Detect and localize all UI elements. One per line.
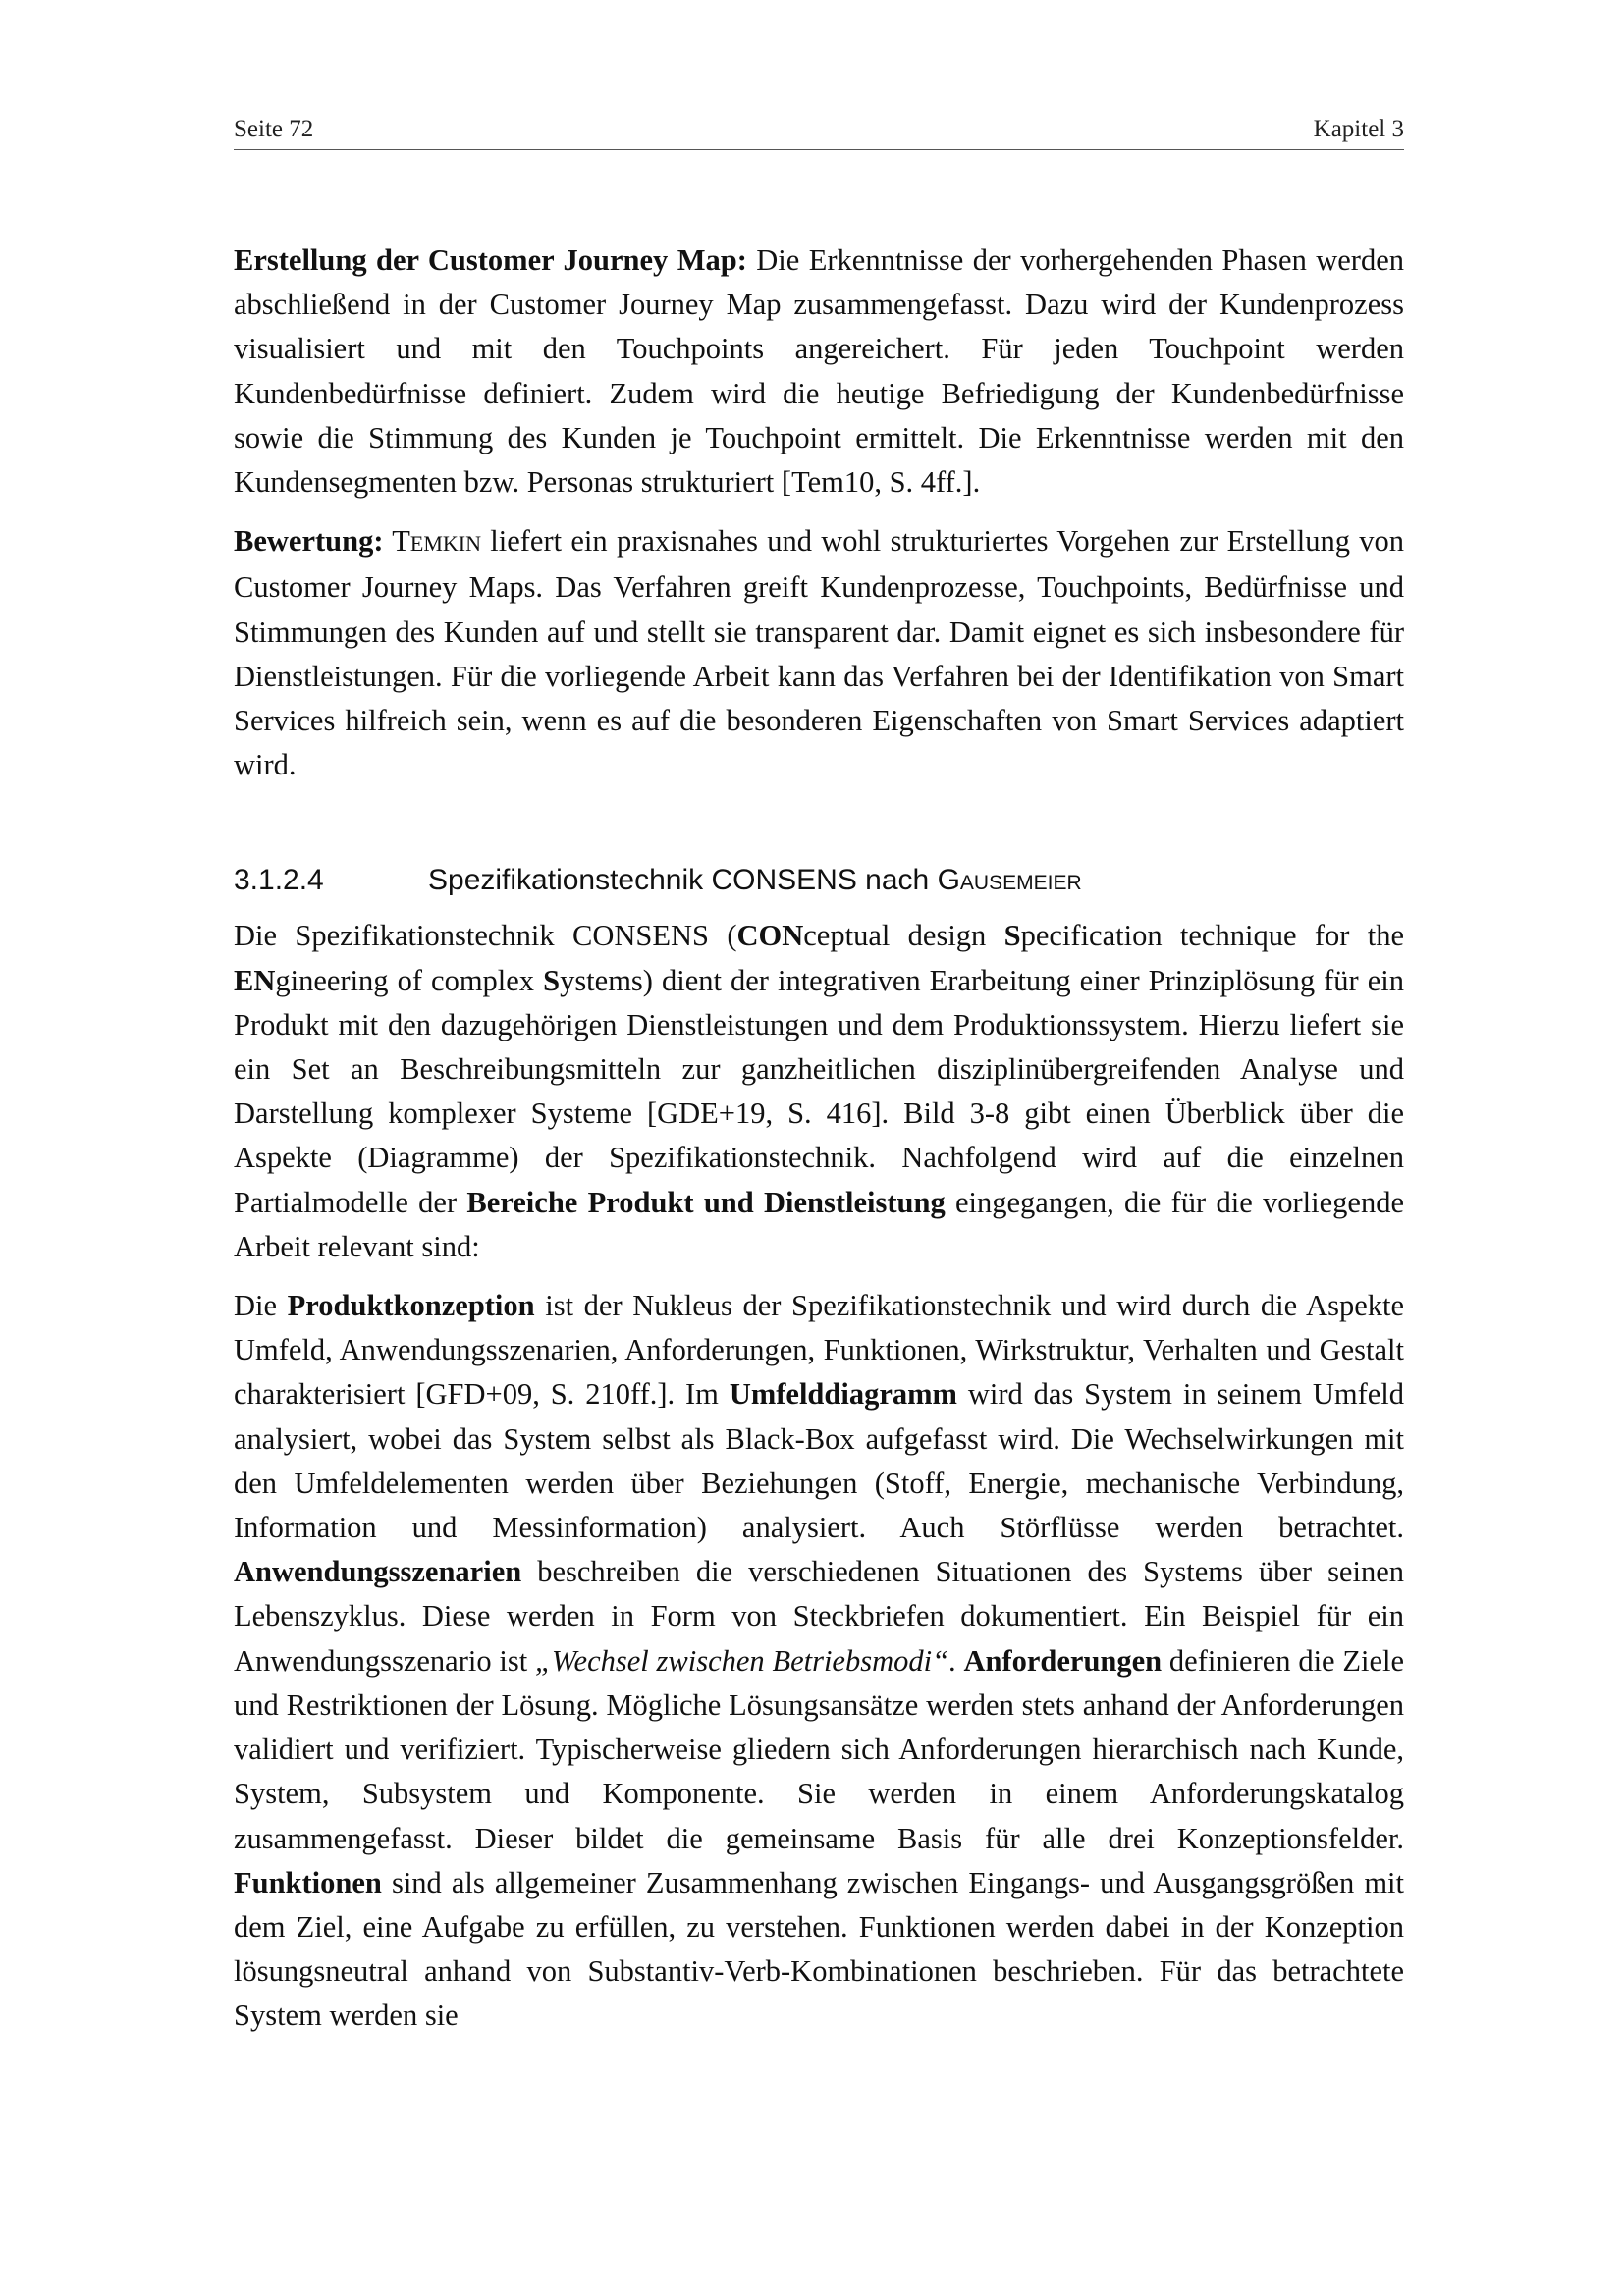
paragraph-text: liefert ein praxisnahes und wohl strukturiertes Vorgehen zur Erstellung von Customer Journey Maps. Das Verfahren greift Kundenprozesse, Touchpoints, Bedürfnisse und Stimmungen des Kunden auf und stellt sie transparent dar. Damit eignet es sich insbesondere für Dienstleistungen. Für die vorliegende Arbeit kann das Verfahren bei der Identifikation von Smart Services hilfreich sein, wenn es auf die besonderen Eigenschaften von Smart Services adaptiert wird.: [234, 524, 1404, 782]
page-number: Seite 72: [234, 116, 314, 142]
page-body: [234, 239, 1404, 2039]
paragraph-text: Die Erkenntnisse der vorhergehenden Phasen werden abschließend in der Customer Journey Map zusammengefasst. Dazu wird der Kundenprozess visualisiert und mit den Touchpoints angereichert. Für jeden Touchpoint werden Kundenbedürfnisse definiert. Zudem wird die heutige Befriedigung der Kundenbedürfnisse sowie die Stimmung des Kunden je Touchpoint ermittelt. Die Erkenntnisse werden mit den Kundensegmenten bzw. Personas strukturiert [Tem10, S. 4ff.].: [234, 243, 1405, 500]
page-header: [234, 110, 1404, 150]
paragraph-consens-intro: Die Spezifikationstechnik CONSENS (CONceptual design Specification technique for the ENgineering of complex Systems) dient der integrativen Erarbeitung einer Prinziplösung für ein Produkt mit den dazugehörigen Dienstleistungen und dem Produktionssystem. Hierzu liefert sie ein Set an Beschreibungsmitteln zur ganzheitlichen disziplinübergreifenden Analyse und Darstellung komplexer Systeme [GDE+19, S. 416]. Bild 3-8 gibt einen Überblick über die Aspekte (Diagramme) der Spezifikationstechnik. Nachfolgend wird auf die einzelnen Partialmodelle der Bereiche Produkt und Dienstleistung eingegangen, die für die vorliegende Arbeit relevant sind:: [234, 919, 1405, 1263]
paragraph-customer-journey-map: [234, 239, 1404, 505]
paragraph-lead: Bewertung:: [234, 524, 384, 559]
section-number: 3.1.2.4: [234, 864, 324, 897]
author-name-gausemeier: GAUSEMEIER: [937, 864, 1082, 897]
section-heading: [234, 861, 1404, 900]
paragraph-bewertung: [234, 519, 1404, 787]
paragraph-produktkonzeption: Die Produktkonzeption ist der Nukleus der Spezifikationstechnik und wird durch die Aspekte Umfeld, Anwendungsszenarien, Anforderungen, Funktionen, Wirkstruktur, Verhalten und Gestalt charakterisiert [GFD+09, S. 210ff.]. Im Umfelddiagramm wird das System in seinem Umfeld analysiert, wobei das System selbst als Black-Box aufgefasst wird. Die Wechselwirkungen mit den Umfeldelementen werden über Beziehungen (Stoff, Energie, mechanische Verbindung, Information und Messinformation) analysiert. Auch Störflüsse werden betrachtet. Anwendungsszenarien beschreiben die verschiedenen Situationen des Systems über seinen Lebenszyklus. Diese werden in Form von Steckbriefen dokumentiert. Ein Beispiel für ein Anwendungsszenario ist „Wechsel zwischen Betriebsmodi“. Anforderungen definieren die Ziele und Restriktionen der Lösung. Mögliche Lösungsansätze werden stets anhand der Anforderungen validiert und verifiziert. Typischerweise gliedern sich Anforderungen hierarchisch nach Kunde, System, Subsystem und Komponente. Sie werden in einem Anforderungskatalog zusammengefasst. Dieser bildet die gemeinsame Basis für alle drei Konzeptionsfelder. Funktionen sind als allgemeiner Zusammenhang zwischen Eingangs- und Ausgangsgrößen mit dem Ziel, eine Aufgabe zu erfüllen, zu verstehen. Funktionen werden dabei in der Konzeption lösungsneutral anhand von Substantiv-Verb-Kombinationen beschrieben. Für das betrachtete System werden sie: [234, 1289, 1405, 2033]
chapter-label: Kapitel 3: [1313, 116, 1404, 142]
section-title: Spezifikationstechnik CONSENS nach GAUSEMEIER: [428, 864, 1082, 897]
paragraph-lead: Erstellung der Customer Journey Map:: [234, 243, 747, 277]
author-name-temkin: TEMKIN: [392, 524, 481, 559]
